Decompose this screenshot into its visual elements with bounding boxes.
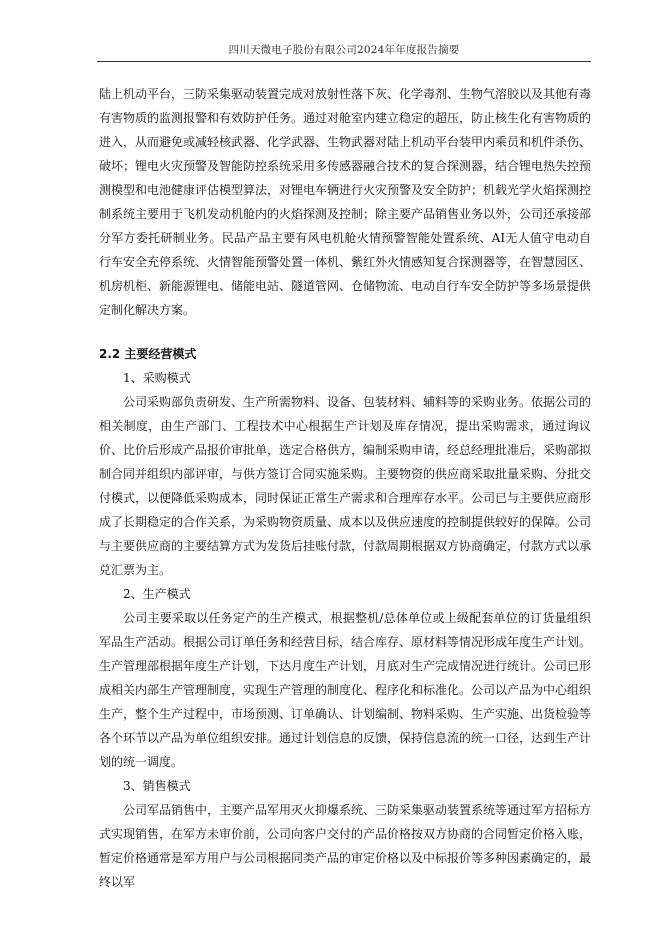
document-body [99,82,591,894]
production-paragraph: 公司主要采取以任务定产的生产模式，根据整机/总体单位或上级配套单位的订货量组织军品生产活动。根据公司订单任务和经营目标，结合库存、原材料等情况形成年度生产计划。生产管理部根据年度生产计划，下达月度生产计划，月底对生产完成情况进行统计。公司已形成相关内部生产管理制度，实现生产管理的制度化、程序化和标准化。公司以产品为中心组织生产，整个生产过程中，市场预测、订单确认、计划编制、物料采购、生产实施、出货检验等各个环节以产品为单位组织安排。通过计划信息的反馈，保持信息流的统一口径，达到生产计划的统一调度。 [99,611,592,769]
sales-title: 3、销售模式 [123,779,191,793]
purchasing-paragraph: 公司采购部负责研发、生产所需物料、设备、包装材料、辅料等的采购业务。依据公司的相关制度，由生产部门、工程技术中心根据生产计划及库存情况，提出采购需求，通过询议价、比价后形成产品报价审批单，选定合格供方，编制采购申请，经总经理批准后，采购部拟制合同并组织内部评审，与供方签订合同实施采购。主要物资的供应商采取批量采购、分批交付模式，以便降低采购成本，同时保证正常生产需求和合理库存水平。公司已与主要供应商形成了长期稳定的合作关系，为采购物资质量、成本以及供应速度的控制提供较好的保障。公司与主要供应商的主要结算方式为发货后挂账付款，付款周期根据双方协商确定，付款方式以承兑汇票为主。 [99,395,592,577]
production-title: 2、生产模式 [123,587,191,601]
header-divider [97,61,591,62]
sales-paragraph: 公司军品销售中，主要产品军用灭火抑爆系统、三防采集驱动装置系统等通过军方招标方式实现销售，在军方未审价前，公司向客户交付的产品价格按双方协商的合同暂定价格入账，暂定价格通常是军方用户与公司根据同类产品的审定价格以及中标报价等多种因素确定的，最终以军 [99,803,592,889]
intro-paragraph: 陆上机动平台，三防采集驱动装置完成对放射性落下灰、化学毒剂、生物气溶胶以及其他有毒有害物质的监测报警和有效防护任务。通过对舱室内建立稳定的超压，防止核生化有害物质的进入，从而避免或减轻核武器、化学武器、生物武器对陆上机动平台装甲内乘员和机件杀伤、破坏；锂电火灾预警及智能防控系统采用多传感器融合技术的复合探测器，结合锂电热失控预测模型和电池健康评估模型算法，对锂电车辆进行火灾预警及安全防护；机载光学火焰探测控制系统主要用于飞机发动机舱内的火焰探测及控制；除主要产品销售业务以外，公司还承接部分军方委托研制业务。民品产品主要有风电机舱火情预警智能处置系统、AI无人值守电动自行车安全充停系统、火情智能预警处置一体机、紫红外火情感知复合探测器等，在智慧园区、机房机柜、新能源锂电、储能电站、隧道管网、仓储物流、电动自行车安全防护等多场景提供定制化解决方案。 [99,87,592,317]
section-heading: 2.2 主要经营模式 [99,347,197,361]
purchasing-title: 1、采购模式 [123,371,191,385]
page-header-title: 四川天微电子股份有限公司2024年年度报告摘要 [228,44,460,56]
